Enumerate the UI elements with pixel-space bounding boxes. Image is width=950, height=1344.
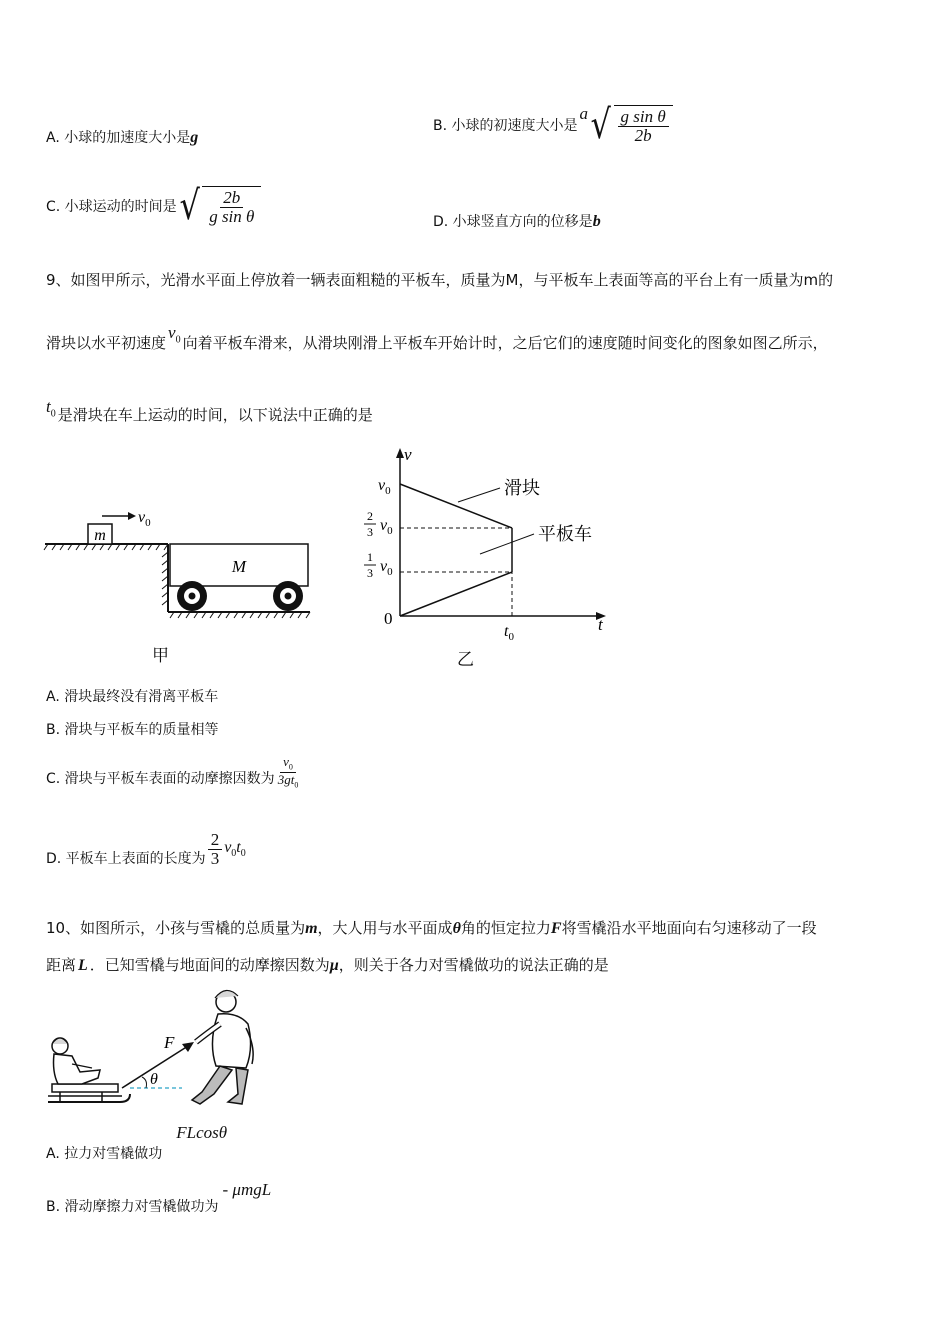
adult-figure [192,990,253,1104]
q9-figure-yi-chart [340,442,640,642]
series-cart-line [400,572,512,616]
q8-option-b-num: g sin θ [618,108,669,127]
svg-text:3: 3 [367,525,373,539]
q8-option-a-var: g [190,129,199,146]
q10-option-b-expr: - μmgL [222,1180,272,1199]
figure-yi-caption: 乙 [457,650,474,670]
q8-option-a-text: A. 小球的加速度大小是 [46,130,191,146]
force-label: F [164,1033,175,1052]
q9-line-2-b: 向着平板车滑来，从滑块刚滑上平板车开始计时，之后它们的速度随时间变化的图象如图乙所示， [182,334,828,352]
y-axis-label: v [404,445,412,464]
q8-option-b-text: B. 小球的初速度大小是 [433,118,578,134]
series-slider-line [400,484,512,528]
q9-figure-jia [40,500,320,670]
q8-option-b-coef: a [579,104,589,123]
q9-option-c-text: C. 滑块与平板车表面的动摩擦因数为 [46,770,275,787]
q8-option-c-den: g sin θ [209,206,255,226]
q9-option-d-text: D. 平板车上表面的长度为 [46,851,206,867]
x-axis-label: t [598,615,603,634]
q10-option-b-text: B. 滑动摩擦力对雪橇做功为 [46,1199,219,1215]
sled-seat [52,1084,118,1092]
q9-option-d-fraction: $\frac{2}{3}$ [208,831,223,868]
q8-option-d-text: D. 小球竖直方向的位移是 [433,214,593,230]
q9-option-d-tail: $v_0t_0$ [224,838,246,860]
q10-option-b[interactable] [46,1180,271,1216]
series-slider-label: 滑块 [504,478,540,499]
q8-option-b-den: 2b [634,125,652,145]
q9-v0-sub: 0 [175,334,181,346]
y-tick-one-third [364,550,393,580]
q9-option-a[interactable]: A. 滑块最终没有滑离平板车 [46,689,219,705]
q10-option-a[interactable] [46,1123,227,1165]
q9-t0: t [46,397,51,416]
y-tick-two-thirds [364,509,393,539]
q10-figure-sled [42,984,272,1114]
x-tick-t0: $t_0$ [504,623,514,642]
q9-line-2-a: 滑块以水平初速度 [46,334,167,352]
q10-option-a-expr: FLcosθ [176,1123,228,1142]
q8-option-c[interactable] [46,183,261,229]
child-figure [52,1038,100,1084]
y-tick-v0: $v_0$ [378,477,391,497]
angle-label: θ [150,1071,158,1088]
series-cart-label: 平板车 [538,524,592,545]
block-label: m [94,527,106,544]
q9-line-2 [46,323,828,360]
velocity-label: $v_0$ [138,509,151,529]
q8-option-d[interactable] [433,211,601,231]
q10-line-1: 10、如图所示，小孩与雪橇的总质量为m，大人用与水平面成θ角的恒定拉力F将雪橇沿水平地面向右匀速移动了一段 [46,919,817,937]
q9-line-3-text: 是滑块在车上运动的时间，以下说法中正确的是 [57,406,373,424]
y-axis-arrow-icon [396,448,404,458]
origin-label: 0 [384,609,393,628]
cart-label: M [231,557,247,576]
figure-jia-caption: 甲 [152,646,169,666]
q9-t0-sub: 0 [50,408,56,420]
q8-option-b-sqrt [588,102,673,148]
q8-option-d-var: b [592,213,601,230]
q9-option-c-fraction: $\frac{v_0}{3gt_0}$ [277,754,299,790]
q9-v0: v [168,323,176,342]
svg-text:2: 2 [367,509,373,523]
q8-option-c-num: 2b [220,189,243,208]
q9-line-1: 9、如图甲所示，光滑水平面上停放着一辆表面粗糙的平板车，质量为M，与平板车上表面等高的平台上有一质量为m的 [46,271,834,289]
q10-option-a-text: A. 拉力对雪橇做功 [46,1146,163,1162]
q9-option-b[interactable]: B. 滑块与平板车的质量相等 [46,722,219,738]
q9-option-d[interactable] [46,830,246,868]
svg-text:3: 3 [367,566,373,580]
svg-text:v0: $v_0$ [380,558,393,578]
q8-option-a[interactable] [46,127,198,147]
q8-option-c-sqrt [177,183,262,229]
q10-line-2: 距离 L ．已知雪橇与地面间的动摩擦因数为μ，则关于各力对雪橇做功的说法正确的是 [46,956,609,974]
sqrt-icon: √ [590,102,611,148]
q9-option-c[interactable] [46,755,301,790]
q8-option-b[interactable] [433,104,673,146]
arrow-right-icon [128,512,136,520]
sqrt-icon: √ [179,183,200,229]
q8-option-c-text: C. 小球运动的时间是 [46,199,177,215]
q9-line-3 [46,397,373,432]
svg-text:v0: $v_0$ [380,517,393,537]
svg-text:1: 1 [367,550,373,564]
force-arrow-icon [182,1042,194,1052]
